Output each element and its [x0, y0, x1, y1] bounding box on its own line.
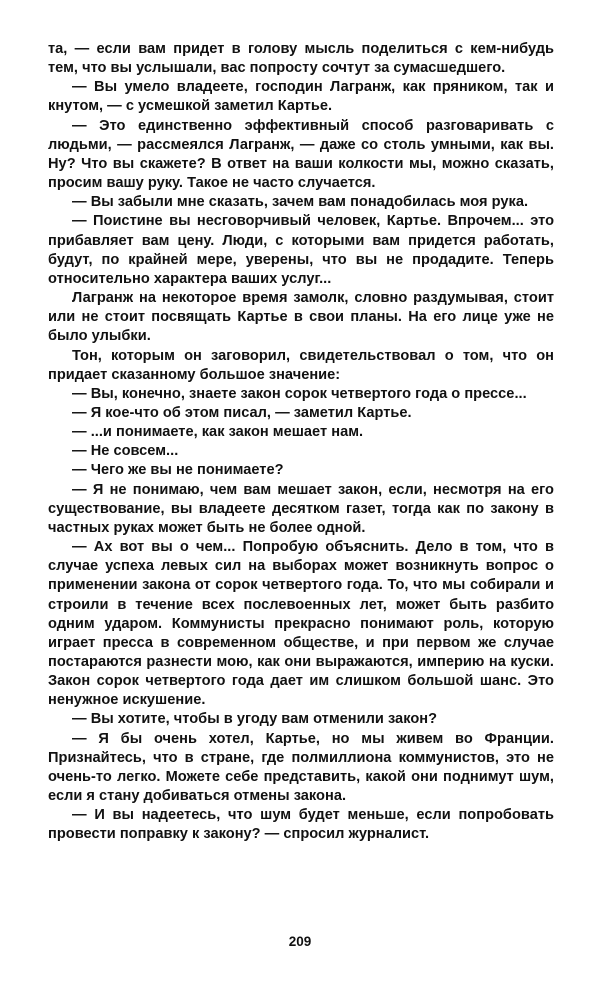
paragraph: — Чего же вы не понимаете?: [72, 462, 284, 479]
paragraph: — Вы умело владеете, господин Лагранж, как пряником, так и кнутом, — с усмешкой заметил Картье.: [48, 79, 554, 115]
paragraph: — Вы хотите, чтобы в угоду вам отменили закон?: [72, 711, 438, 728]
page-text-body: [48, 40, 554, 845]
paragraph: Лагранж на некоторое время замолк, словно раздумывая, стоит или не стоит посвящать Картье в свои планы. На его лице уже не было улыбки.: [48, 290, 554, 345]
paragraph: — Я кое-что об этом писал, — заметил Картье.: [72, 404, 412, 421]
paragraph: — ...и понимаете, как закон мешает нам.: [72, 424, 364, 441]
paragraph: — И вы надеетесь, что шум будет меньше, если попробовать провести поправку к закону? — спросил журналист.: [48, 807, 554, 843]
paragraph: Тон, которым он заговорил, свидетельствовал о том, что он придает сказанному большое значение:: [48, 347, 554, 383]
paragraph: — Вы забыли мне сказать, зачем вам понадобилась моя рука.: [72, 194, 529, 211]
paragraph: — Поистине вы несговорчивый человек, Картье. Впрочем... это прибавляет вам цену. Люди, с которыми вам придется работать, будут, по крайней мере, уверены, что вы не продадите. Теперь относительно характера ваших услуг...: [48, 213, 554, 287]
paragraph: та, — если вам придет в голову мысль поделиться с кем-нибудь тем, что вы услышали, вас попросту сочтут за сумасшедшего.: [48, 41, 554, 77]
paragraph: — Ах вот вы о чем... Попробую объяснить. Дело в том, что в случае успеха левых сил на выборах может возникнуть вопрос о применении закона от сорок четвертого года. То, что мы собирали и строили в течение всех послевоенных лет, может быть разбито одним ударом. Коммунисты прекрасно понимают роль, которую играет пресса в современном обществе, и при первом же случае постараются разнести мою, как они выражаются, империю на куски. Закон сорок четвертого года дает им слишком большой шанс. Это ненужное искушение.: [48, 539, 554, 709]
paragraph: — Вы, конечно, знаете закон сорок четвертого года о прессе...: [72, 385, 527, 402]
paragraph: — Я бы очень хотел, Картье, но мы живем во Франции. Признайтесь, что в стране, где полмиллиона коммунистов, это не очень-то легко. Можете себе представить, какой они поднимут шум, если я стану добиваться отмены закона.: [48, 730, 554, 805]
paragraph: — Не совсем...: [72, 443, 179, 460]
paragraph: — Я не понимаю, чем вам мешает закон, если, несмотря на его существование, вы владеете десятком газет, тогда как по закону в частных руках может быть не более одной.: [48, 481, 554, 536]
page-number: 209: [288, 934, 312, 949]
paragraph: — Это единственно эффективный способ разговаривать с людьми, — рассмеялся Лагранж, — даже со столь умными, как вы. Ну? Что вы скажете? В ответ на ваши колкости мы, можно сказать, просим вашу руку. Такое не часто случается.: [48, 117, 554, 192]
